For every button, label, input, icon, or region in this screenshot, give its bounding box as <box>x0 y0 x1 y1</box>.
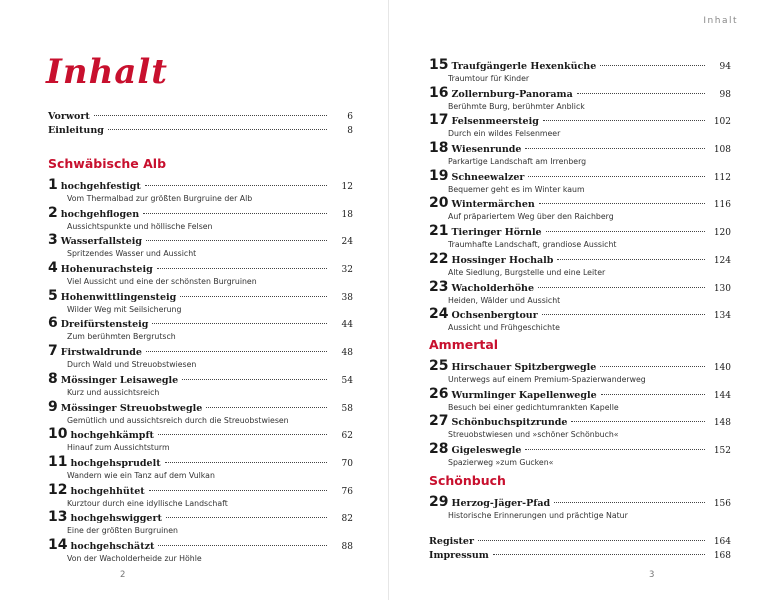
entry-page-number: 8 <box>347 126 353 136</box>
section-heading-ammertal: Ammertal <box>429 336 499 352</box>
toc-entry[interactable] <box>429 57 731 85</box>
dot-leader <box>528 176 705 177</box>
entry-subtitle: Kurz und aussichtsreich <box>67 387 160 397</box>
entry-line <box>48 399 353 415</box>
entry-title: Register <box>429 536 474 548</box>
entry-title: hochgehkämpft <box>70 430 154 442</box>
entry-title: Einleitung <box>48 125 104 136</box>
toc-entry[interactable] <box>48 232 353 260</box>
section-heading-schwaebische-alb: Schwäbische Alb <box>48 156 167 171</box>
entry-page-number: 82 <box>341 514 353 525</box>
entry-page-number: 32 <box>341 265 353 276</box>
entry-page-number: 108 <box>713 145 731 156</box>
entry-subtitle: Bequemer geht es im Winter kaum <box>448 184 585 194</box>
toc-entry[interactable] <box>429 386 731 414</box>
dot-leader <box>600 366 705 367</box>
entry-subtitle: Eine der größten Burgruinen <box>67 526 178 536</box>
toc-plain-entry[interactable] <box>48 124 353 138</box>
toc-right <box>429 57 731 563</box>
entry-line <box>48 454 353 470</box>
entry-page-number: 70 <box>341 458 353 469</box>
entry-line <box>48 509 353 525</box>
entry-line <box>429 251 731 267</box>
toc-entry[interactable] <box>48 288 353 316</box>
dot-leader <box>539 203 705 204</box>
dot-leader <box>182 379 327 380</box>
entry-title: Felsenmeersteig <box>451 116 539 128</box>
entry-line <box>48 482 353 498</box>
toc-entry[interactable] <box>429 112 731 140</box>
entry-title: Traufgängerle Hexenküche <box>451 61 597 72</box>
entry-page-number: 12 <box>341 182 353 192</box>
entry-number: 20 <box>429 195 449 212</box>
entry-number: 10 <box>48 426 68 443</box>
entry-title: Wasserfallsteig <box>60 236 142 248</box>
dot-leader <box>180 296 327 297</box>
entry-subtitle: Wilder Weg mit Seilsicherung <box>67 304 182 314</box>
entry-title: Zollernburg-Panorama <box>451 88 573 100</box>
entry-subtitle: Wandern wie ein Tanz auf dem Vulkan <box>67 470 215 480</box>
entry-line <box>429 441 731 457</box>
entry-number: 27 <box>429 413 449 430</box>
entry-subtitle: Traumtour für Kinder <box>448 74 530 83</box>
dot-leader <box>601 394 705 395</box>
entry-number: 22 <box>429 250 449 267</box>
page-title: Inhalt <box>46 52 168 92</box>
entry-title: Wiesenrunde <box>451 144 522 156</box>
toc-entry[interactable] <box>429 140 731 168</box>
entry-page-number: 98 <box>719 89 731 100</box>
dot-leader <box>600 65 705 66</box>
entry-subtitle: Auf präpariertem Weg über den Raichberg <box>448 212 614 222</box>
entry-page-number: 134 <box>713 311 731 322</box>
toc-plain-entry[interactable] <box>48 110 353 124</box>
entry-subtitle: Spritzendes Wasser und Aussicht <box>67 249 197 259</box>
entry-page-number: 130 <box>713 283 731 294</box>
entry-subtitle: Streuobstwiesen und »schöner Schönbuch« <box>448 430 619 440</box>
entry-subtitle: Alte Siedlung, Burgstelle und eine Leiter <box>448 267 606 277</box>
entry-title: Herzog-Jäger-Pfad <box>451 497 551 509</box>
dot-leader <box>525 148 705 149</box>
entry-title: Gigeleswegle <box>451 444 522 456</box>
toc-entry[interactable] <box>429 251 731 279</box>
page-number-right: 3 <box>649 570 655 580</box>
entry-number: 15 <box>429 57 449 73</box>
running-head: Inhalt <box>703 16 738 26</box>
toc-entry[interactable] <box>429 494 731 522</box>
toc-entry[interactable] <box>48 509 353 537</box>
toc-entry[interactable] <box>429 358 731 386</box>
entry-line <box>429 140 731 156</box>
dot-leader <box>165 462 327 463</box>
entry-number: 28 <box>429 440 449 457</box>
entry-subtitle: Berühmte Burg, berühmter Anblick <box>448 101 585 111</box>
entry-subtitle: Aussichtspunkte und höllische Felsen <box>67 221 213 231</box>
toc-entry[interactable] <box>429 168 731 196</box>
toc-entry[interactable] <box>48 177 353 205</box>
entry-subtitle: Kurztour durch eine idyllische Landschaft <box>67 498 228 508</box>
dot-leader <box>478 540 705 541</box>
entry-line <box>48 205 353 221</box>
entry-line <box>429 195 731 211</box>
entry-subtitle: Zum berühmten Bergrutsch <box>67 332 176 342</box>
entry-line <box>429 494 731 510</box>
entry-title: Impressum <box>429 550 489 562</box>
entry-title: Dreifürstensteig <box>60 319 149 331</box>
entry-subtitle: Durch Wald und Streuobstwiesen <box>67 360 197 370</box>
toc-entry[interactable] <box>48 315 353 343</box>
dot-leader <box>149 490 327 491</box>
entry-subtitle: Historische Erinnerungen und prächtige Natur <box>448 510 628 520</box>
toc-entry[interactable] <box>48 260 353 288</box>
entry-number: 8 <box>48 370 58 387</box>
entry-subtitle: Spazierweg »zum Gucken« <box>448 457 554 467</box>
entry-line <box>429 168 731 184</box>
entry-title: Ochsenbergtour <box>451 310 538 322</box>
entry-number: 17 <box>429 112 449 129</box>
dot-leader <box>577 93 705 94</box>
entry-title: Vorwort <box>48 111 90 122</box>
entry-title: Wurmlinger Kapellenwegle <box>451 389 597 401</box>
entry-page-number: 88 <box>341 541 353 552</box>
entry-subtitle: Gemütlich und aussichtsreich durch die Streuobstwiesen <box>67 415 289 425</box>
entry-line <box>429 223 731 239</box>
toc-entry[interactable] <box>429 413 731 441</box>
toc-entry[interactable] <box>48 482 353 510</box>
dot-leader <box>158 545 327 546</box>
toc-entry[interactable] <box>48 537 353 565</box>
entry-subtitle: Aussicht und Frühgeschichte <box>448 323 560 333</box>
dot-leader <box>146 240 327 241</box>
entry-subtitle: Unterwegs auf einem Premium-Spazierwanderweg <box>448 374 646 384</box>
entry-line <box>48 426 353 442</box>
entry-page-number: 38 <box>341 292 353 303</box>
entry-title: Schönbuchspitzrunde <box>451 417 568 429</box>
toc-plain-entry[interactable] <box>429 535 731 549</box>
toc-left <box>48 110 353 565</box>
toc-entry[interactable] <box>429 85 731 113</box>
entry-number: 23 <box>429 278 449 295</box>
page-number-left: 2 <box>120 570 126 580</box>
toc-entry[interactable] <box>429 195 731 223</box>
entry-page-number: 54 <box>341 375 353 386</box>
entry-title: Hossinger Hochalb <box>451 254 554 266</box>
toc-entry[interactable] <box>48 343 353 371</box>
entry-line <box>48 177 353 193</box>
entry-page-number: 152 <box>713 445 731 456</box>
entry-subtitle: Besuch bei einer gedichtumrankten Kapelle <box>448 402 619 412</box>
dot-leader <box>152 323 327 324</box>
entry-number: 18 <box>429 140 449 157</box>
entry-page-number: 140 <box>713 362 731 373</box>
entry-title: Hirschauer Spitzbergwegle <box>451 361 597 373</box>
toc-entry[interactable] <box>429 441 731 469</box>
toc-entry[interactable] <box>429 279 731 307</box>
dot-leader <box>538 287 705 288</box>
entry-line <box>48 371 353 387</box>
entry-page-number: 62 <box>341 431 353 442</box>
entry-number: 19 <box>429 167 449 184</box>
entry-page-number: 6 <box>347 112 353 122</box>
entry-number: 3 <box>48 232 58 249</box>
entry-title: Hohenurachsteig <box>60 264 153 276</box>
entry-line <box>429 57 731 73</box>
dot-leader <box>493 554 705 555</box>
entry-page-number: 144 <box>713 390 731 401</box>
dot-leader <box>542 314 705 315</box>
dot-leader <box>554 502 705 503</box>
entry-number: 1 <box>48 177 58 193</box>
entry-number: 12 <box>48 481 68 498</box>
entry-number: 26 <box>429 385 449 402</box>
entry-line <box>48 537 353 553</box>
entry-line <box>48 260 353 276</box>
entry-number: 24 <box>429 306 449 323</box>
entry-number: 16 <box>429 84 449 101</box>
dot-leader <box>146 351 327 352</box>
dot-leader <box>206 407 327 408</box>
dot-leader <box>108 129 327 130</box>
entry-title: hochgehswiggert <box>70 513 162 525</box>
toc-entry[interactable] <box>48 371 353 399</box>
entry-line <box>429 279 731 295</box>
entry-page-number: 94 <box>719 62 731 72</box>
entry-line <box>48 343 353 359</box>
dot-leader <box>145 185 327 186</box>
entry-page-number: 44 <box>341 320 353 331</box>
entry-subtitle: Viel Aussicht und eine der schönsten Burgruinen <box>67 277 257 287</box>
toc-entry[interactable] <box>48 205 353 233</box>
entry-line <box>48 288 353 304</box>
entry-line <box>429 306 731 322</box>
dot-leader <box>546 231 705 232</box>
dot-leader <box>571 421 705 422</box>
toc-entry[interactable] <box>48 454 353 482</box>
dot-leader <box>557 259 705 260</box>
entry-page-number: 124 <box>713 255 731 266</box>
entry-subtitle: Hinauf zum Aussichtsturm <box>67 443 170 453</box>
entry-number: 13 <box>48 509 68 526</box>
entry-line <box>429 112 731 128</box>
entry-title: hochgehhütet <box>70 485 145 497</box>
entry-subtitle: Vom Thermalbad zur größten Burgruine der Alb <box>67 194 253 203</box>
entry-page-number: 148 <box>713 418 731 429</box>
dot-leader <box>166 517 327 518</box>
entry-subtitle: Parkartige Landschaft am Irrenberg <box>448 157 587 167</box>
entry-number: 7 <box>48 343 58 360</box>
entry-number: 4 <box>48 260 58 277</box>
entry-line <box>429 386 731 402</box>
entry-title: hochgehfestigt <box>60 181 141 192</box>
dot-leader <box>94 115 327 116</box>
entry-page-number: 116 <box>713 200 731 211</box>
entry-page-number: 156 <box>713 498 731 509</box>
entry-number: 29 <box>429 493 449 510</box>
toc-entry[interactable] <box>48 426 353 454</box>
toc-entry[interactable] <box>429 306 731 334</box>
entry-title: Schneewalzer <box>451 171 525 183</box>
entry-number: 11 <box>48 453 68 470</box>
entry-page-number: 58 <box>341 403 353 414</box>
entry-title: Tieringer Hörnle <box>451 227 542 239</box>
entry-page-number: 102 <box>713 117 731 128</box>
entry-number: 14 <box>48 536 68 553</box>
entry-title: Mössinger Streuobstwegle <box>60 402 203 414</box>
entry-title: hochgehschätzt <box>70 540 155 552</box>
entry-number: 21 <box>429 223 449 240</box>
toc-entry[interactable] <box>48 399 353 427</box>
entry-number: 6 <box>48 315 58 332</box>
entry-number: 2 <box>48 204 58 221</box>
entry-page-number: 164 <box>713 537 731 548</box>
section-heading-schoenbuch: Schönbuch <box>429 472 506 488</box>
entry-subtitle: Von der Wacholderheide zur Höhle <box>67 553 202 563</box>
entry-page-number: 120 <box>713 228 731 239</box>
entry-line <box>429 413 731 429</box>
entry-title: Hohenwittlingensteig <box>60 291 177 303</box>
entry-number: 25 <box>429 357 449 374</box>
entry-title: Wacholderhöhe <box>451 282 535 294</box>
right-page <box>389 0 778 600</box>
entry-page-number: 168 <box>713 551 731 562</box>
entry-page-number: 112 <box>713 172 731 183</box>
entry-title: Firstwaldrunde <box>60 347 142 359</box>
entry-title: Wintermärchen <box>451 199 535 211</box>
entry-subtitle: Traumhafte Landschaft, grandiose Aussicht <box>448 240 617 250</box>
entry-line <box>48 232 353 248</box>
entry-page-number: 76 <box>341 486 353 497</box>
dot-leader <box>143 213 327 214</box>
dot-leader <box>525 449 705 450</box>
toc-plain-entry[interactable] <box>429 549 731 563</box>
entry-page-number: 48 <box>341 348 353 359</box>
entry-title: hochgehsprudelt <box>70 457 161 469</box>
entry-number: 9 <box>48 398 58 415</box>
toc-entry[interactable] <box>429 223 731 251</box>
entry-line <box>429 358 731 374</box>
entry-line <box>48 315 353 331</box>
entry-page-number: 24 <box>341 237 353 248</box>
dot-leader <box>543 120 705 121</box>
dot-leader <box>158 434 327 435</box>
entry-title: hochgehflogen <box>60 208 140 220</box>
entry-subtitle: Heiden, Wälder und Aussicht <box>448 295 561 305</box>
dot-leader <box>157 268 327 269</box>
entry-subtitle: Durch ein wildes Felsenmeer <box>448 129 561 139</box>
entry-page-number: 18 <box>341 209 353 220</box>
entry-line <box>429 85 731 101</box>
entry-title: Mössinger Leisawegle <box>60 374 179 386</box>
entry-number: 5 <box>48 287 58 304</box>
